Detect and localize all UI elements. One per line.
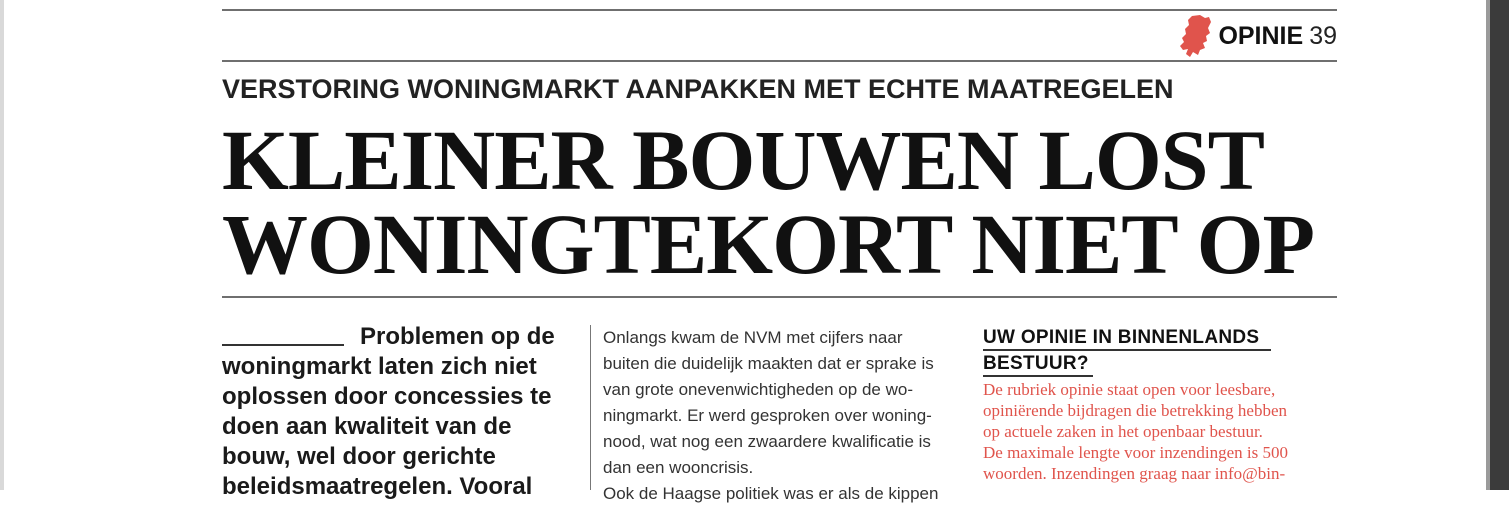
sidebar-text-line: De maximale lengte voor inzendingen is 500 bbox=[983, 443, 1288, 462]
page-left-edge bbox=[0, 0, 4, 490]
body-line: ningmarkt. Er werd gesproken over woning- bbox=[603, 406, 932, 425]
sidebar-heading-line: BESTUUR? bbox=[983, 353, 1089, 374]
headline-line-1: KLEINER BOUWEN LOST bbox=[222, 112, 1264, 208]
article-lead: Problemen op de woningmarkt laten zich niet oplossen door concessies te doen aan kwaliteit van de bouw, wel door gerichte beleidsmaatregelen. Vooral bbox=[222, 323, 555, 500]
sidebar-heading-line: UW OPINIE IN BINNENLANDS bbox=[983, 327, 1260, 348]
body-line: dan een wooncrisis. bbox=[603, 458, 754, 477]
heading-underline bbox=[983, 375, 1093, 377]
section-label: OPINIE bbox=[1218, 21, 1304, 50]
article-headline bbox=[222, 112, 1332, 292]
body-line: Onlangs kwam de NVM met cijfers naar bbox=[603, 328, 903, 347]
sidebar-heading bbox=[983, 325, 1328, 377]
viewer-scrollbar-track[interactable] bbox=[1490, 0, 1509, 490]
sidebar-text-line: op actuele zaken in het openbaar bestuur. bbox=[983, 422, 1263, 441]
body-line: buiten die duidelijk maakten dat er sprake is bbox=[603, 354, 934, 373]
headline-rule bbox=[222, 296, 1337, 298]
body-column bbox=[603, 325, 963, 507]
page-number: 39 bbox=[1309, 21, 1337, 50]
sidebar-text-line: opiniërende bijdragen die betrekking hebben bbox=[983, 401, 1287, 420]
top-rule bbox=[222, 9, 1337, 11]
heading-underline bbox=[983, 349, 1271, 351]
column-divider bbox=[590, 325, 591, 490]
sidebar-text bbox=[983, 379, 1328, 484]
netherlands-map-icon bbox=[1178, 14, 1212, 58]
sidebar-text-line: woorden. Inzendingen graag naar info@bin- bbox=[983, 464, 1286, 483]
body-line: van grote onevenwichtigheden op de wo- bbox=[603, 380, 913, 399]
lead-column bbox=[222, 322, 582, 502]
header-rule bbox=[222, 60, 1337, 62]
sidebar-text-line: De rubriek opinie staat open voor leesbare, bbox=[983, 380, 1276, 399]
body-line: Ook de Haagse politiek was er als de kippen bbox=[603, 484, 939, 503]
headline-line-2: WONINGTEKORT NIET OP bbox=[222, 196, 1315, 292]
body-line: nood, wat nog een zwaardere kwalificatie is bbox=[603, 432, 931, 451]
section-header bbox=[1178, 14, 1337, 58]
article-body bbox=[603, 325, 963, 507]
article-kicker: VERSTORING WONINGMARKT AANPAKKEN MET ECHTE MAATREGELEN bbox=[222, 74, 1174, 104]
lead-dash bbox=[222, 344, 344, 346]
opinion-sidebar bbox=[983, 325, 1328, 484]
